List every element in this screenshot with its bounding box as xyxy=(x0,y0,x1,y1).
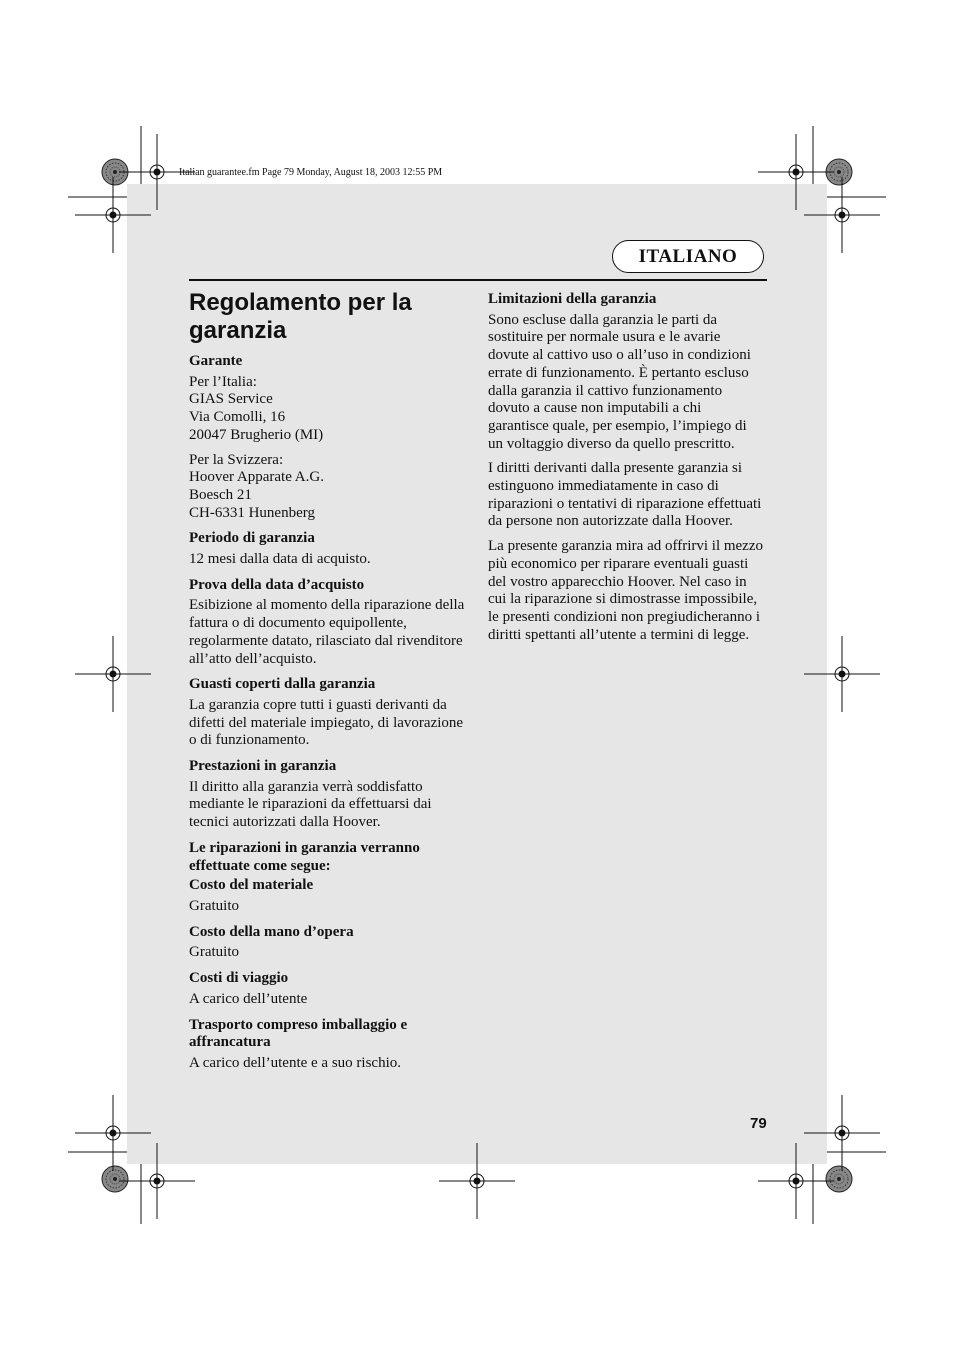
crosshair-mark xyxy=(439,1143,515,1219)
crosshair-mark xyxy=(75,636,151,712)
file-header: Italian guarantee.fm Page 79 Monday, August 18, 2003 12:55 PM xyxy=(179,167,443,178)
crosshair-mark xyxy=(804,177,880,253)
section-heading-riparazioni: Le riparazioni in garanzia verranno effettuate come segue: xyxy=(189,839,420,874)
section-heading-limitazioni: Limitazioni della garanzia xyxy=(488,291,657,307)
header-rule xyxy=(189,279,767,281)
crosshair-mark xyxy=(758,1143,834,1219)
crosshair-mark xyxy=(804,1095,880,1171)
address-svizzera: Per la Svizzera: Hoover Apparate A.G. Boesch 21 CH-6331 Hunenberg xyxy=(189,451,324,521)
rosette-mark xyxy=(826,1166,852,1192)
page-number: 79 xyxy=(750,1115,767,1132)
section-text-limitazioni: Sono escluse dalla garanzia le parti da sostituire per normale usura e le avarie dovute al cattivo uso o all’uso in condizioni errate di funzionamento. È pertanto escluso dalla garanzia il cattivo funzionamento dovuto a cause non imputabili a chi garantisce quale, per esempio, l’impiego di un voltaggio diverso da quello prescritto. xyxy=(488,311,751,452)
address-italia: Per l’Italia: GIAS Service Via Comolli, 16 20047 Brugherio (MI) xyxy=(189,373,324,443)
language-badge: ITALIANO xyxy=(612,240,764,273)
crosshair-mark xyxy=(119,1143,195,1219)
crosshair-mark xyxy=(804,636,880,712)
section-heading-viaggio: Costi di viaggio xyxy=(189,970,289,987)
crosshair-mark xyxy=(758,134,834,210)
section-text-mezzo: La presente garanzia mira ad offrirvi il mezzo più economico per riparare eventuali guasti del vostro apparecchio Hoover. Nel caso in cui la riparazione si dimostrasse impossibile, le presenti condizioni non pregiudicheranno i diritti spettanti all’utente a termini di legge. xyxy=(488,538,764,643)
section-heading-prestazioni: Prestazioni in garanzia xyxy=(189,758,337,775)
section-heading-trasporto: Trasporto compreso imballaggio e affrancatura xyxy=(189,1016,408,1051)
right-column xyxy=(488,289,763,644)
section-heading-materiale: Costo del materiale xyxy=(189,877,314,894)
section-text-trasporto: A carico dell’utente e a suo rischio. xyxy=(189,1054,402,1071)
section-heading-manodopera: Costo della mano d’opera xyxy=(189,923,354,940)
section-text-guasti: La garanzia copre tutti i guasti derivanti da difetti del materiale impiegato, di lavorazione o di funzionamento. xyxy=(189,696,464,749)
crosshair-mark xyxy=(75,1095,151,1171)
section-text-prova: Esibizione al momento della riparazione della fattura o di documento equipollente, regolarmente datato, rilasciato dal rivenditore all’atto dell’acquisto. xyxy=(189,597,465,667)
section-heading-garante: Garante xyxy=(189,353,243,369)
section-heading-periodo: Periodo di garanzia xyxy=(189,530,315,547)
crosshair-mark xyxy=(75,177,151,253)
section-text-periodo: 12 mesi dalla data di acquisto. xyxy=(189,551,371,568)
section-text-viaggio: A carico dell’utente xyxy=(189,990,308,1007)
section-text-diritti: I diritti derivanti dalla presente garanzia si estinguono immediatamente in caso di riparazioni o tentativi di riparazione effettuati da persone non autorizzate dalla Hoover. xyxy=(488,460,762,530)
section-text-prestazioni: Il diritto alla garanzia verrà soddisfatto mediante le riparazioni da effettuarsi dai tecnici autorizzati dalla Hoover. xyxy=(189,778,432,831)
section-heading-prova: Prova della data d’acquisto xyxy=(189,576,365,593)
section-text-manodopera: Gratuito xyxy=(189,944,239,961)
left-column xyxy=(189,289,465,1073)
section-text-materiale: Gratuito xyxy=(189,897,239,914)
page-title: Regolamento per la garanzia xyxy=(189,289,412,344)
rosette-mark xyxy=(102,1166,128,1192)
section-heading-guasti: Guasti coperti dalla garanzia xyxy=(189,676,376,693)
